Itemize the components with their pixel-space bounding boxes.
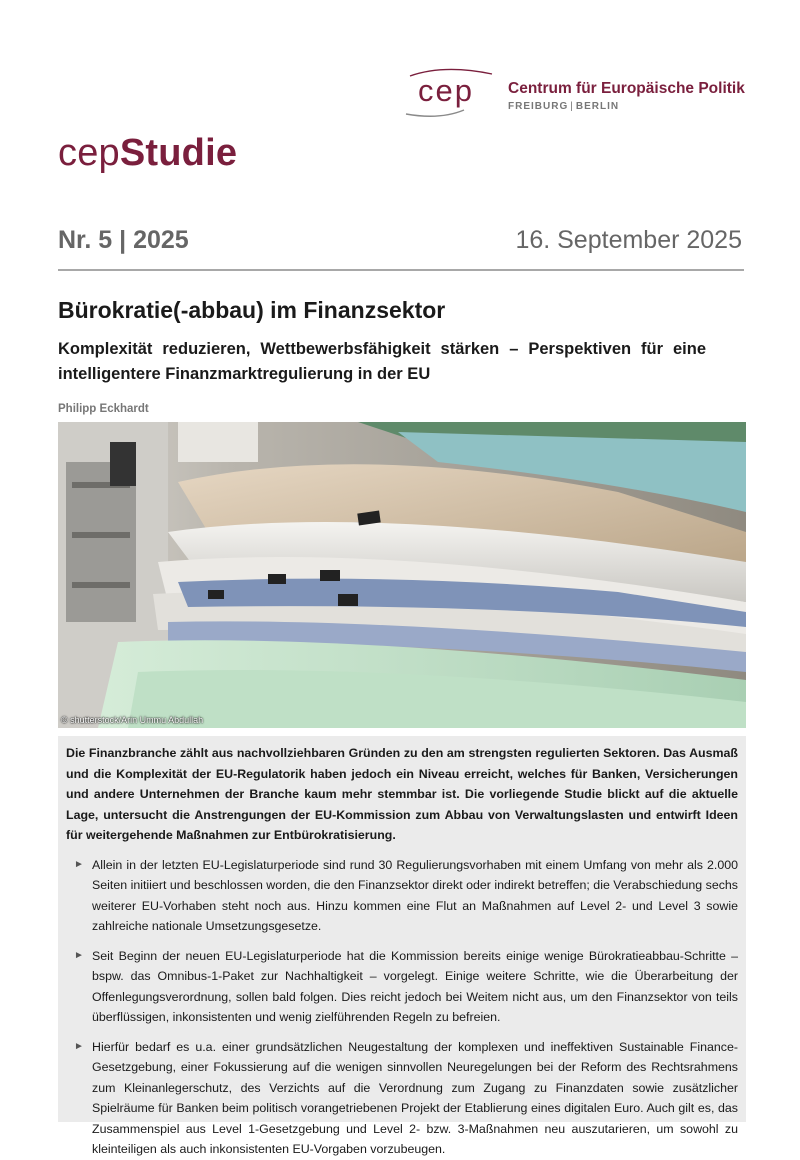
summary-bullet (66, 946, 738, 1028)
summary-bullet (66, 855, 738, 937)
issue-date: 16. September 2025 (515, 226, 742, 254)
summary-bullet-text: Hierfür bedarf es u.a. einer grundsätzlichen Neugestaltung der komplexen und ineffektiven Sustainable Finance-Gesetzgebung, einer Fokussierung auf die wenigen sinnvollen Neuregelungen bei der Reform des Rechtsrahmens zum Kleinanlegerschutz, des Verzichts auf die Verordnung zum Zugang zu Finanzdaten sowie zusätzlicher Spielräume für Banken beim politisch vorangetriebenen Projekt der Etablierung eines digitalen Euro. Auch gilt es, das Zusammenspiel aus Level 1-Gesetzgebung und Level 2- bzw. 3-Maßnahmen neu auszutarieren, um sowohl zu kleinteiligen als auch inkonsistenten EU-Vorgaben vorzubeugen. (92, 1039, 738, 1156)
summary-lead: Die Finanzbranche zählt aus nachvollziehbaren Gründen zu den am strengsten regulierten Sektoren. Das Ausmaß und die Komplexität der EU-Regulatorik haben jedoch ein Niveau erreicht, welches für Banken, Versicherungen und andere Unternehmen der Branche kaum mehr stemmbar ist. Die vorliegende Studie blickt auf die aktuelle Lage, untersucht die Anstrengungen der EU-Kommission zum Abbau von Verwaltungslasten und entwirft Ideen für weitergehende Maßnahmen zur Entbürokratisierung. (66, 746, 738, 842)
photo-stack-of-files-icon (58, 422, 746, 728)
logo-cities (508, 101, 619, 112)
series-title (58, 132, 237, 175)
photo-credit: © shutterstock/Arin Ummu Abdullah (61, 715, 204, 725)
bullet-arrow-icon: ► (74, 858, 84, 870)
author-name: Philipp Eckhardt (58, 403, 149, 415)
header-divider (58, 269, 744, 271)
summary-bullet (66, 1037, 738, 1160)
logo-city-berlin: BERLIN (575, 101, 620, 112)
summary-bullet-text: Allein in der letzten EU-Legislaturperiode sind rund 30 Regulierungsvorhaben mit einem Umfang von mehr als 2.000 Seiten initiiert und beschlossen worden, die den Finanzsektor direkt oder indirekt betreffen; die Verabschiedung sechs weiterer EU-Vorhaben steht noch aus. Hinzu kommen eine Flut an Maßnahmen auf Level 2- und Level 3 sowie zahlreiche nationale Umsetzungsgesetze. (92, 857, 738, 933)
page-subtitle: Komplexität reduzieren, Wettbewerbsfähigkeit stärken – Perspektiven für eine intelligentere Finanzmarktregulierung in der EU (58, 340, 706, 383)
cover-photo (58, 422, 746, 728)
cep-logo-mark (404, 66, 500, 120)
summary-bullet-text: Seit Beginn der neuen EU-Legislaturperiode hat die Kommission bereits einige wenige Bürokratieabbau-Schritte – bspw. das Omnibus-1-Paket zur Nachhaltigkeit – vorgelegt. Einige weitere Schritte, wie die Überarbeitung der Offenlegungsverordnung, sollen bald folgen. Dies reicht jedoch bei Weitem nicht aus, um den Finanzsektor von teils überflüssigen, inkonsistenten und wenig zielführenden Regeln zu befreien. (92, 948, 738, 1024)
bullet-arrow-icon: ► (74, 949, 84, 961)
issue-number: Nr. 5 | 2025 (58, 226, 189, 254)
series-name: Studie (119, 132, 238, 174)
summary-box (58, 736, 746, 1156)
logo-wordmark: cep (418, 73, 474, 108)
bullet-arrow-icon: ► (74, 1040, 84, 1052)
series-prefix: cep (58, 132, 120, 174)
cep-logo (404, 66, 744, 120)
page-title: Bürokratie(-abbau) im Finanzsektor (58, 297, 446, 323)
logo-city-freiburg: FREIBURG (508, 101, 569, 112)
logo-organisation-name: Centrum für Europäische Politik (508, 80, 745, 97)
logo-city-separator: | (570, 101, 574, 112)
